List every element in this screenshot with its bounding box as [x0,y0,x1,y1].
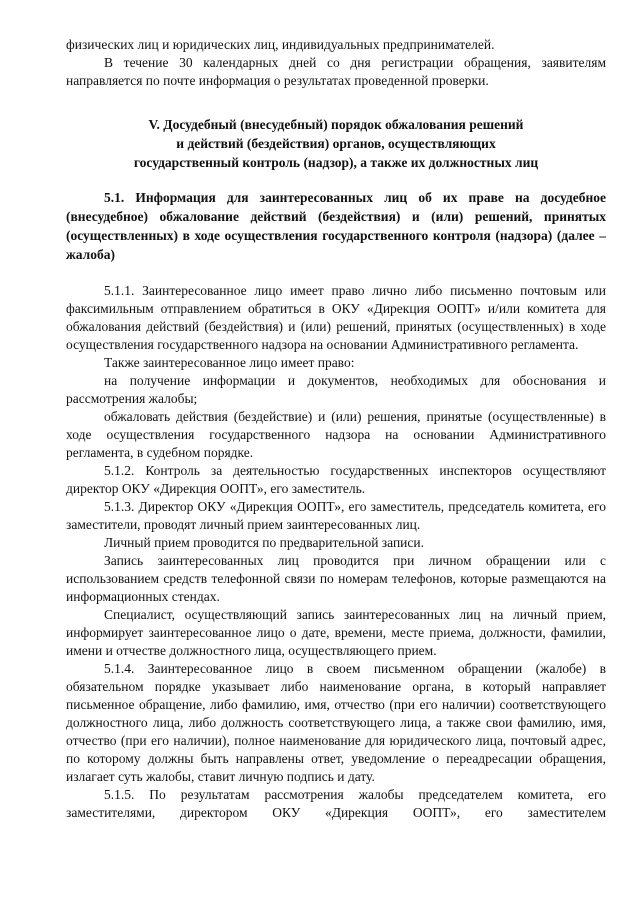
paragraph-specialist: Специалист, осуществляющий запись заинтересованных лиц на личный прием, информирует заинтересованное лицо о дате, времени, месте приема, должности, фамилии, имени и отчестве должностного лица, осуществляющего прием. [66,607,606,658]
paragraph-right-information: на получение информации и документов, необходимых для обоснования и рассмотрения жалобы; [66,373,606,406]
paragraph-rights-intro: Также заинтересованное лицо имеет право: [104,355,355,370]
section-heading-line-3: государственный контроль (надзор), а также их должностных лиц [133,155,539,170]
document-page [66,36,606,822]
paragraph-5-1-3: 5.1.3. Директор ОКУ «Дирекция ООПТ», его заместитель, председатель комитета, его заместители, проводят личный прием заинтересованных лиц. [66,499,606,532]
paragraph-appointment: Личный прием проводится по предварительной записи. [104,535,424,550]
section-heading [66,115,606,172]
paragraph-5-1-1: 5.1.1. Заинтересованное лицо имеет право лично либо письменно почтовым или факсимильным отправлением обратиться в ОКУ «Дирекция ООПТ» и/или комитета для обжалования действий (бездействия) и (или) решений, принятых (осуществленных) в ходе осуществления государственного надзора на основании Административного регламента. [66,283,606,352]
subsection-heading: 5.1. Информация для заинтересованных лиц об их праве на досудебное (внесудебное) обжалование действий (бездействия) и (или) решений, принятых (осуществленных) в ходе осуществления государственного контроля (надзора) (далее – жалоба) [66,190,606,262]
paragraph-5-1-5: 5.1.5. По результатам рассмотрения жалобы председателем комитета, его заместителями, директором ОКУ «Дирекция ООПТ», его заместителем [66,787,606,820]
paragraph-continuation: физических лиц и юридических лиц, индивидуальных предпринимателей. [66,37,495,52]
paragraph-5-1-4: 5.1.4. Заинтересованное лицо в своем письменном обращении (жалобе) в обязательном порядке указывает либо наименование органа, в который направляет письменное обращение, либо фамилию, имя, отчество (при его наличии) соответствующего должностного лица, либо должность соответствующего лица, а также свои фамилию, имя, отчество (при его наличии), полное наименование для юридического лица, почтовый адрес, по которому должны быть направлены ответ, уведомление о переадресации обращения, излагает суть жалобы, ставит личную подпись и дату. [66,661,606,784]
section-heading-line-2: и действий (бездействия) органов, осуществляющих [176,136,496,151]
paragraph-right-appeal: обжаловать действия (бездействие) и (или) решения, принятые (осуществленные) в ходе осуществления государственного надзора на основании Административного регламента, в судебном порядке. [66,409,606,460]
paragraph-registration: В течение 30 календарных дней со дня регистрации обращения, заявителям направляется по почте информация о результатах проведенной проверки. [66,55,606,88]
paragraph-5-1-2: 5.1.2. Контроль за деятельностью государственных инспекторов осуществляют директор ОКУ «Дирекция ООПТ», его заместитель. [66,463,606,496]
paragraph-registration-method: Запись заинтересованных лиц проводится при личном обращении или с использованием средств телефонной связи по номерам телефонов, которые размещаются на информационных стендах. [66,553,606,604]
section-heading-line-1: V. Досудебный (внесудебный) порядок обжалования решений [148,117,524,132]
